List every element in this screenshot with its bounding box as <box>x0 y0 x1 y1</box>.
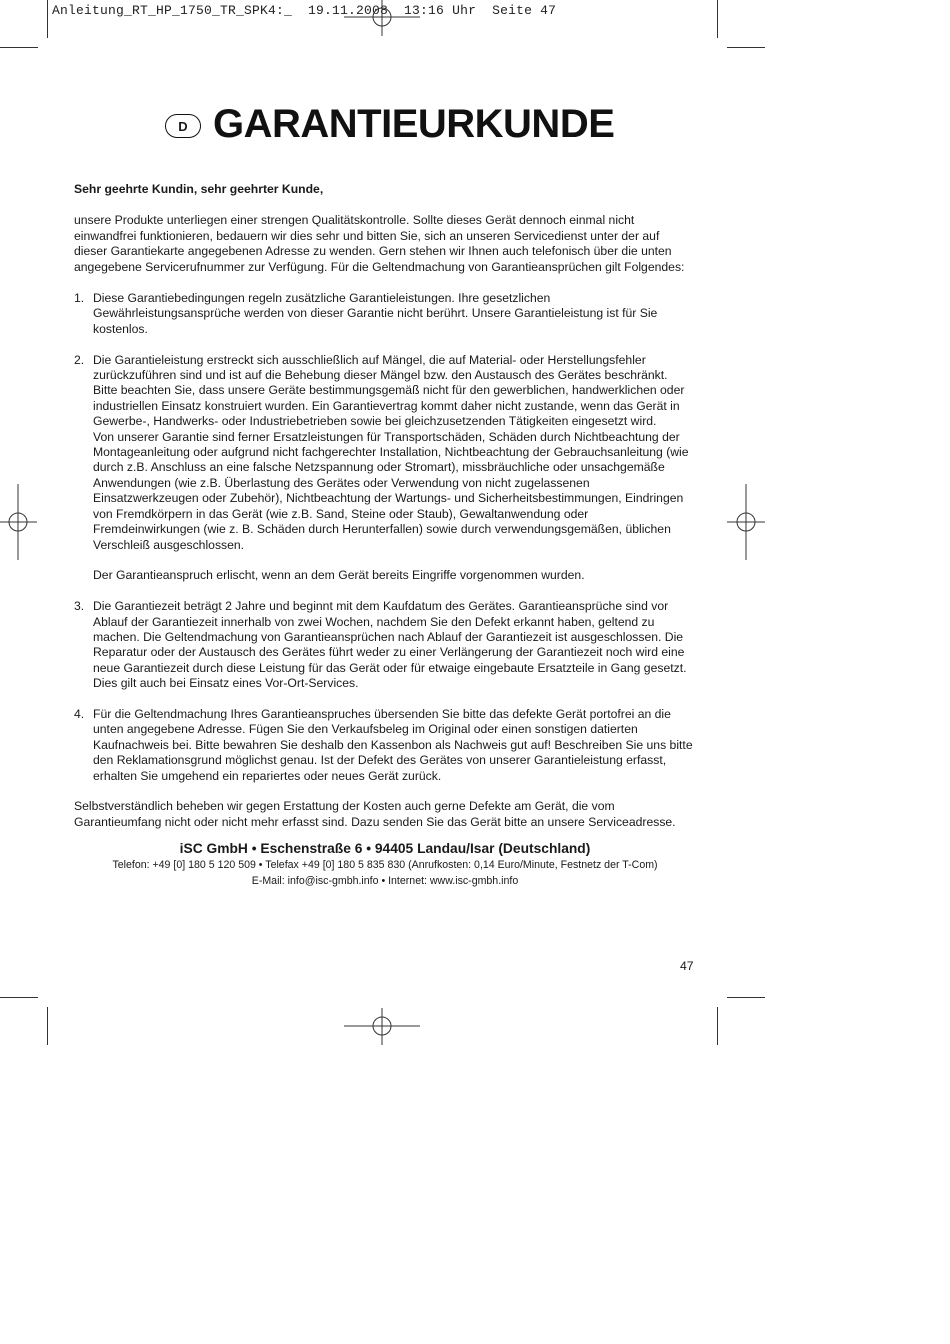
document-body <box>74 182 694 889</box>
list-item-number: 1. <box>74 291 85 306</box>
registration-mark-bottom <box>344 1008 420 1045</box>
list-item-number: 3. <box>74 599 85 614</box>
contact-phone-line: Telefon: +49 [0] 180 5 120 509 • Telefax +49 [0] 180 5 835 830 (Anrufkosten: 0,14 Euro/Minute, Festnetz der T-Com) <box>112 859 658 872</box>
list-item-number: 4. <box>74 706 85 721</box>
print-slug-line: Anleitung_RT_HP_1750_TR_SPK4:_ 19.11.2008 13:16 Uhr Seite 47 <box>52 3 557 18</box>
registration-mark-top <box>344 0 420 36</box>
list-item-3 <box>74 599 694 691</box>
list-item-text: Die Garantiezeit beträgt 2 Jahre und beginnt mit dem Kaufdatum des Gerätes. Garantieansprüche sind vor Ablauf der Garantiezeit innerhalb von zwei Wochen, nachdem Sie den Defekt erkannt haben, geltend zu machen. Die Geltendmachung von Garantieansprüchen nach Ablauf der Garantiezeit ist ausgeschlossen. Die Reparatur oder der Austausch des Gerätes führt weder zu einer Verlängerung der Garantiezeit noch wird eine neue Garantiezeit durch diese Leistung für das Gerät oder für etwaige eingebaute Ersatzteile in Gang gesetzt. Dies gilt auch bei Einsatz eines Vor-Ort-Services. <box>93 599 687 691</box>
list-item-text-continued: Von unserer Garantie sind ferner Ersatzleistungen für Transportschäden, Schäden durch Nichtbeachtung der Montageanleitung oder aufgrund nicht fachgerechter Installation, Nichtbeachtung der Gebrauchsanleitung (wie durch z.B. Anschluss an eine falsche Netzspannung oder Stromart), missbräuchliche oder unsachgemäße Anwendungen (wie z.B. Überlastung des Gerätes oder Verwendung von nicht zugelassenen Einsatzwerkzeugen oder Zubehör), Nichtbeachtung der Wartungs- und Sicherheitsbestimmungen, Eindringen von Fremdkörpern in das Gerät (wie z.B. Sand, Steine oder Staub), Gewaltanwendung oder Fremdeinwirkungen (wie z. B. Schäden durch Herunterfallen) sowie durch verwendungsgemäßen, üblichen Verschleiß ausgeschlossen. <box>93 429 689 552</box>
list-item-text: Für die Geltendmachung Ihres Garantieanspruches übersenden Sie bitte das defekte Gerät portofrei an die unten angegebene Adresse. Fügen Sie den Verkaufsbeleg im Original oder einen sonstigen datierten Kaufnachweis bei. Bitte bewahren Sie deshalb den Kassenbon als Nachweis gut auf! Beschreiben Sie uns bitte den Reklamationsgrund möglichst genau. Ist der Defekt des Gerätes von unserer Garantieleistung erfasst, erhalten Sie umgehend ein repariertes oder neues Gerät zurück. <box>93 706 693 783</box>
list-item-4 <box>74 707 694 784</box>
list-item-1 <box>74 291 694 337</box>
page-number: 47 <box>680 959 694 973</box>
contact-web-line: E-Mail: info@isc-gmbh.info • Internet: www.isc-gmbh.info <box>251 874 519 887</box>
list-item-text-note: Der Garantieanspruch erlischt, wenn an dem Gerät bereits Eingriffe vorgenommen wurden. <box>93 568 585 583</box>
list-item-text: Die Garantieleistung erstreckt sich ausschließlich auf Mängel, die auf Material- oder Herstellungsfehler zurückzuführen sind und ist auf die Behebung dieser Mängel bzw. den Austausch des Gerätes beschränkt. Bitte beachten Sie, dass unsere Geräte bestimmungsgemäß nicht für den gewerblichen, handwerklichen oder industriellen Einsatz konstruiert wurden. Ein Garantievertrag kommt daher nicht zustande, wenn das Gerät in Gewerbe-, Handwerks- oder Industriebetrieben sowie bei gleichzusetzenden Tätigkeiten eingesetzt wird. <box>93 352 685 429</box>
registration-mark-left <box>0 484 37 560</box>
list-item-2 <box>74 353 694 584</box>
salutation: Sehr geehrte Kundin, sehr geehrter Kunde, <box>74 182 324 196</box>
page-header <box>165 100 614 148</box>
list-item-text: Diese Garantiebedingungen regeln zusätzliche Garantieleistungen. Ihre gesetzlichen Gewährleistungsansprüche werden von dieser Garantie nicht berührt. Unsere Garantieleistung ist für Sie kostenlos. <box>93 291 658 336</box>
intro-paragraph: unsere Produkte unterliegen einer strengen Qualitätskontrolle. Sollte dieses Gerät dennoch einmal nicht einwandfrei funktionieren, bedauern wir dies sehr und bitten Sie, sich an unseren Servicedienst unter der auf dieser Garantiekarte angegebenen Adresse zu wenden. Gern stehen wir Ihnen auch telefonisch über die unten angegebene Servicerufnummer zur Verfügung. Für die Geltendmachung von Garantieansprüchen gilt Folgendes: <box>74 213 685 274</box>
registration-mark-right <box>727 484 765 560</box>
language-badge: D <box>165 114 201 138</box>
company-address: iSC GmbH • Eschenstraße 6 • 94405 Landau/Isar (Deutschland) <box>179 841 591 857</box>
warranty-conditions-list <box>74 291 694 784</box>
list-item-number: 2. <box>74 352 85 367</box>
closing-paragraph: Selbstverständlich beheben wir gegen Erstattung der Kosten auch gerne Defekte am Gerät, die vom Garantieumfang nicht oder nicht mehr erfasst sind. Dazu senden Sie das Gerät bitte an unsere Serviceadresse. <box>74 799 676 829</box>
page-title: GARANTIEURKUNDE <box>213 101 615 146</box>
